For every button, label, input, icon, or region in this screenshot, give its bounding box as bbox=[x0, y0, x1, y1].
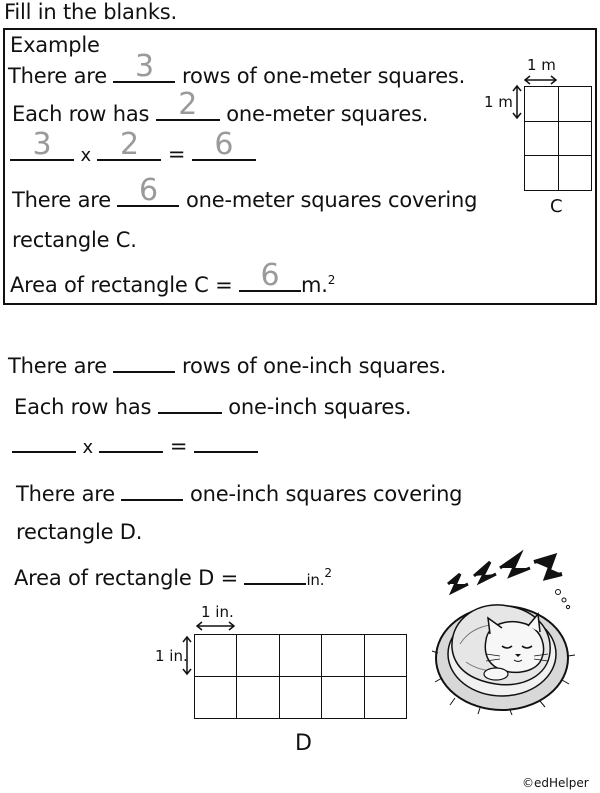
grid-cell bbox=[279, 677, 321, 719]
rectangle-c-label: C bbox=[550, 196, 563, 217]
area-unit: in. bbox=[306, 571, 325, 589]
covering-suffix: one-inch squares covering bbox=[189, 482, 463, 506]
example-rect-name: rectangle C. bbox=[12, 228, 137, 252]
rectangle-d-grid bbox=[194, 634, 407, 719]
problem-factor-a-blank[interactable] bbox=[12, 431, 76, 453]
times-sign: x bbox=[82, 437, 93, 458]
handwritten-answer: 6 bbox=[260, 258, 280, 293]
problem-covering-line bbox=[16, 479, 462, 506]
handwritten-answer: 3 bbox=[135, 49, 154, 84]
rectangle-d-label: D bbox=[295, 731, 312, 756]
example-area-line bbox=[10, 258, 336, 297]
grid-cell bbox=[322, 635, 364, 677]
problem-product-blank[interactable] bbox=[194, 431, 258, 453]
equals-sign: = bbox=[167, 142, 186, 166]
width-arrow-icon bbox=[194, 619, 238, 633]
example-factor-b-blank bbox=[97, 127, 161, 162]
example-multiply-line bbox=[10, 127, 256, 166]
problem-height-label: 1 in. bbox=[155, 647, 188, 665]
problem-area-blank[interactable] bbox=[244, 563, 306, 585]
rows-prefix: There are bbox=[8, 64, 107, 88]
example-label: Example bbox=[10, 33, 100, 57]
problem-each-row-blank[interactable] bbox=[158, 392, 222, 414]
grid-cell bbox=[525, 121, 559, 156]
example-covering-line bbox=[12, 173, 478, 212]
example-rows-line bbox=[8, 49, 466, 88]
handwritten-answer: 2 bbox=[119, 127, 139, 162]
example-each-row-line bbox=[12, 87, 429, 126]
problem-each-row-line bbox=[14, 392, 411, 419]
example-rows-blank bbox=[113, 49, 175, 84]
height-arrow-icon bbox=[180, 634, 194, 678]
grid-cell bbox=[195, 677, 237, 719]
problem-rect-name: rectangle D. bbox=[16, 520, 143, 544]
problem-width-label: 1 in. bbox=[201, 603, 234, 621]
rectangle-c-grid bbox=[524, 86, 592, 191]
times-sign: x bbox=[80, 145, 91, 166]
width-arrow-icon bbox=[522, 73, 592, 87]
handwritten-answer: 2 bbox=[178, 87, 198, 122]
each-row-suffix: one-inch squares. bbox=[228, 395, 412, 419]
problem-factor-b-blank[interactable] bbox=[99, 431, 163, 453]
handwritten-answer: 3 bbox=[32, 127, 52, 162]
grid-cell bbox=[558, 121, 592, 156]
grid-cell bbox=[279, 635, 321, 677]
area-unit: m. bbox=[300, 273, 328, 297]
sleeping-cat-icon bbox=[430, 548, 580, 716]
copyright: ©edHelper bbox=[522, 776, 589, 790]
grid-cell bbox=[558, 87, 592, 122]
rows-suffix: rows of one-inch squares. bbox=[181, 354, 447, 378]
problem-rows-line bbox=[8, 351, 446, 378]
height-arrow-icon bbox=[510, 83, 524, 123]
grid-cell bbox=[237, 635, 279, 677]
zzz-icon bbox=[448, 554, 570, 609]
example-area-blank bbox=[239, 258, 301, 293]
grid-cell bbox=[364, 677, 406, 719]
equals-sign: = bbox=[169, 434, 188, 458]
area-prefix: Area of rectangle D = bbox=[14, 566, 238, 590]
instructions: Fill in the blanks. bbox=[4, 0, 178, 24]
problem-rows-blank[interactable] bbox=[113, 351, 175, 373]
each-row-prefix: Each row has bbox=[12, 102, 150, 126]
grid-cell bbox=[364, 635, 406, 677]
grid-cell bbox=[322, 677, 364, 719]
each-row-suffix: one-meter squares. bbox=[226, 102, 429, 126]
problem-covering-blank[interactable] bbox=[121, 479, 183, 501]
rows-prefix: There are bbox=[8, 354, 107, 378]
each-row-prefix: Each row has bbox=[14, 395, 152, 419]
handwritten-answer: 6 bbox=[214, 127, 234, 162]
grid-cell bbox=[525, 87, 559, 122]
example-width-label: 1 m bbox=[527, 56, 556, 74]
grid-cell bbox=[195, 635, 237, 677]
grid-cell bbox=[525, 156, 559, 191]
grid-cell bbox=[237, 677, 279, 719]
area-unit-exponent: 2 bbox=[324, 566, 332, 580]
covering-prefix: There are bbox=[16, 482, 115, 506]
example-factor-a-blank bbox=[10, 127, 74, 162]
grid-cell bbox=[558, 156, 592, 191]
handwritten-answer: 6 bbox=[139, 173, 158, 208]
area-prefix: Area of rectangle C = bbox=[10, 273, 233, 297]
problem-area-line bbox=[14, 563, 332, 590]
problem-multiply-line bbox=[12, 431, 258, 458]
area-unit-exponent: 2 bbox=[327, 273, 336, 287]
example-each-row-blank bbox=[156, 87, 220, 122]
rows-suffix: rows of one-meter squares. bbox=[181, 64, 466, 88]
covering-prefix: There are bbox=[12, 188, 111, 212]
covering-suffix: one-meter squares covering bbox=[185, 188, 478, 212]
example-product-blank bbox=[192, 127, 256, 162]
example-height-label: 1 m bbox=[484, 93, 513, 111]
example-covering-blank bbox=[117, 173, 179, 208]
